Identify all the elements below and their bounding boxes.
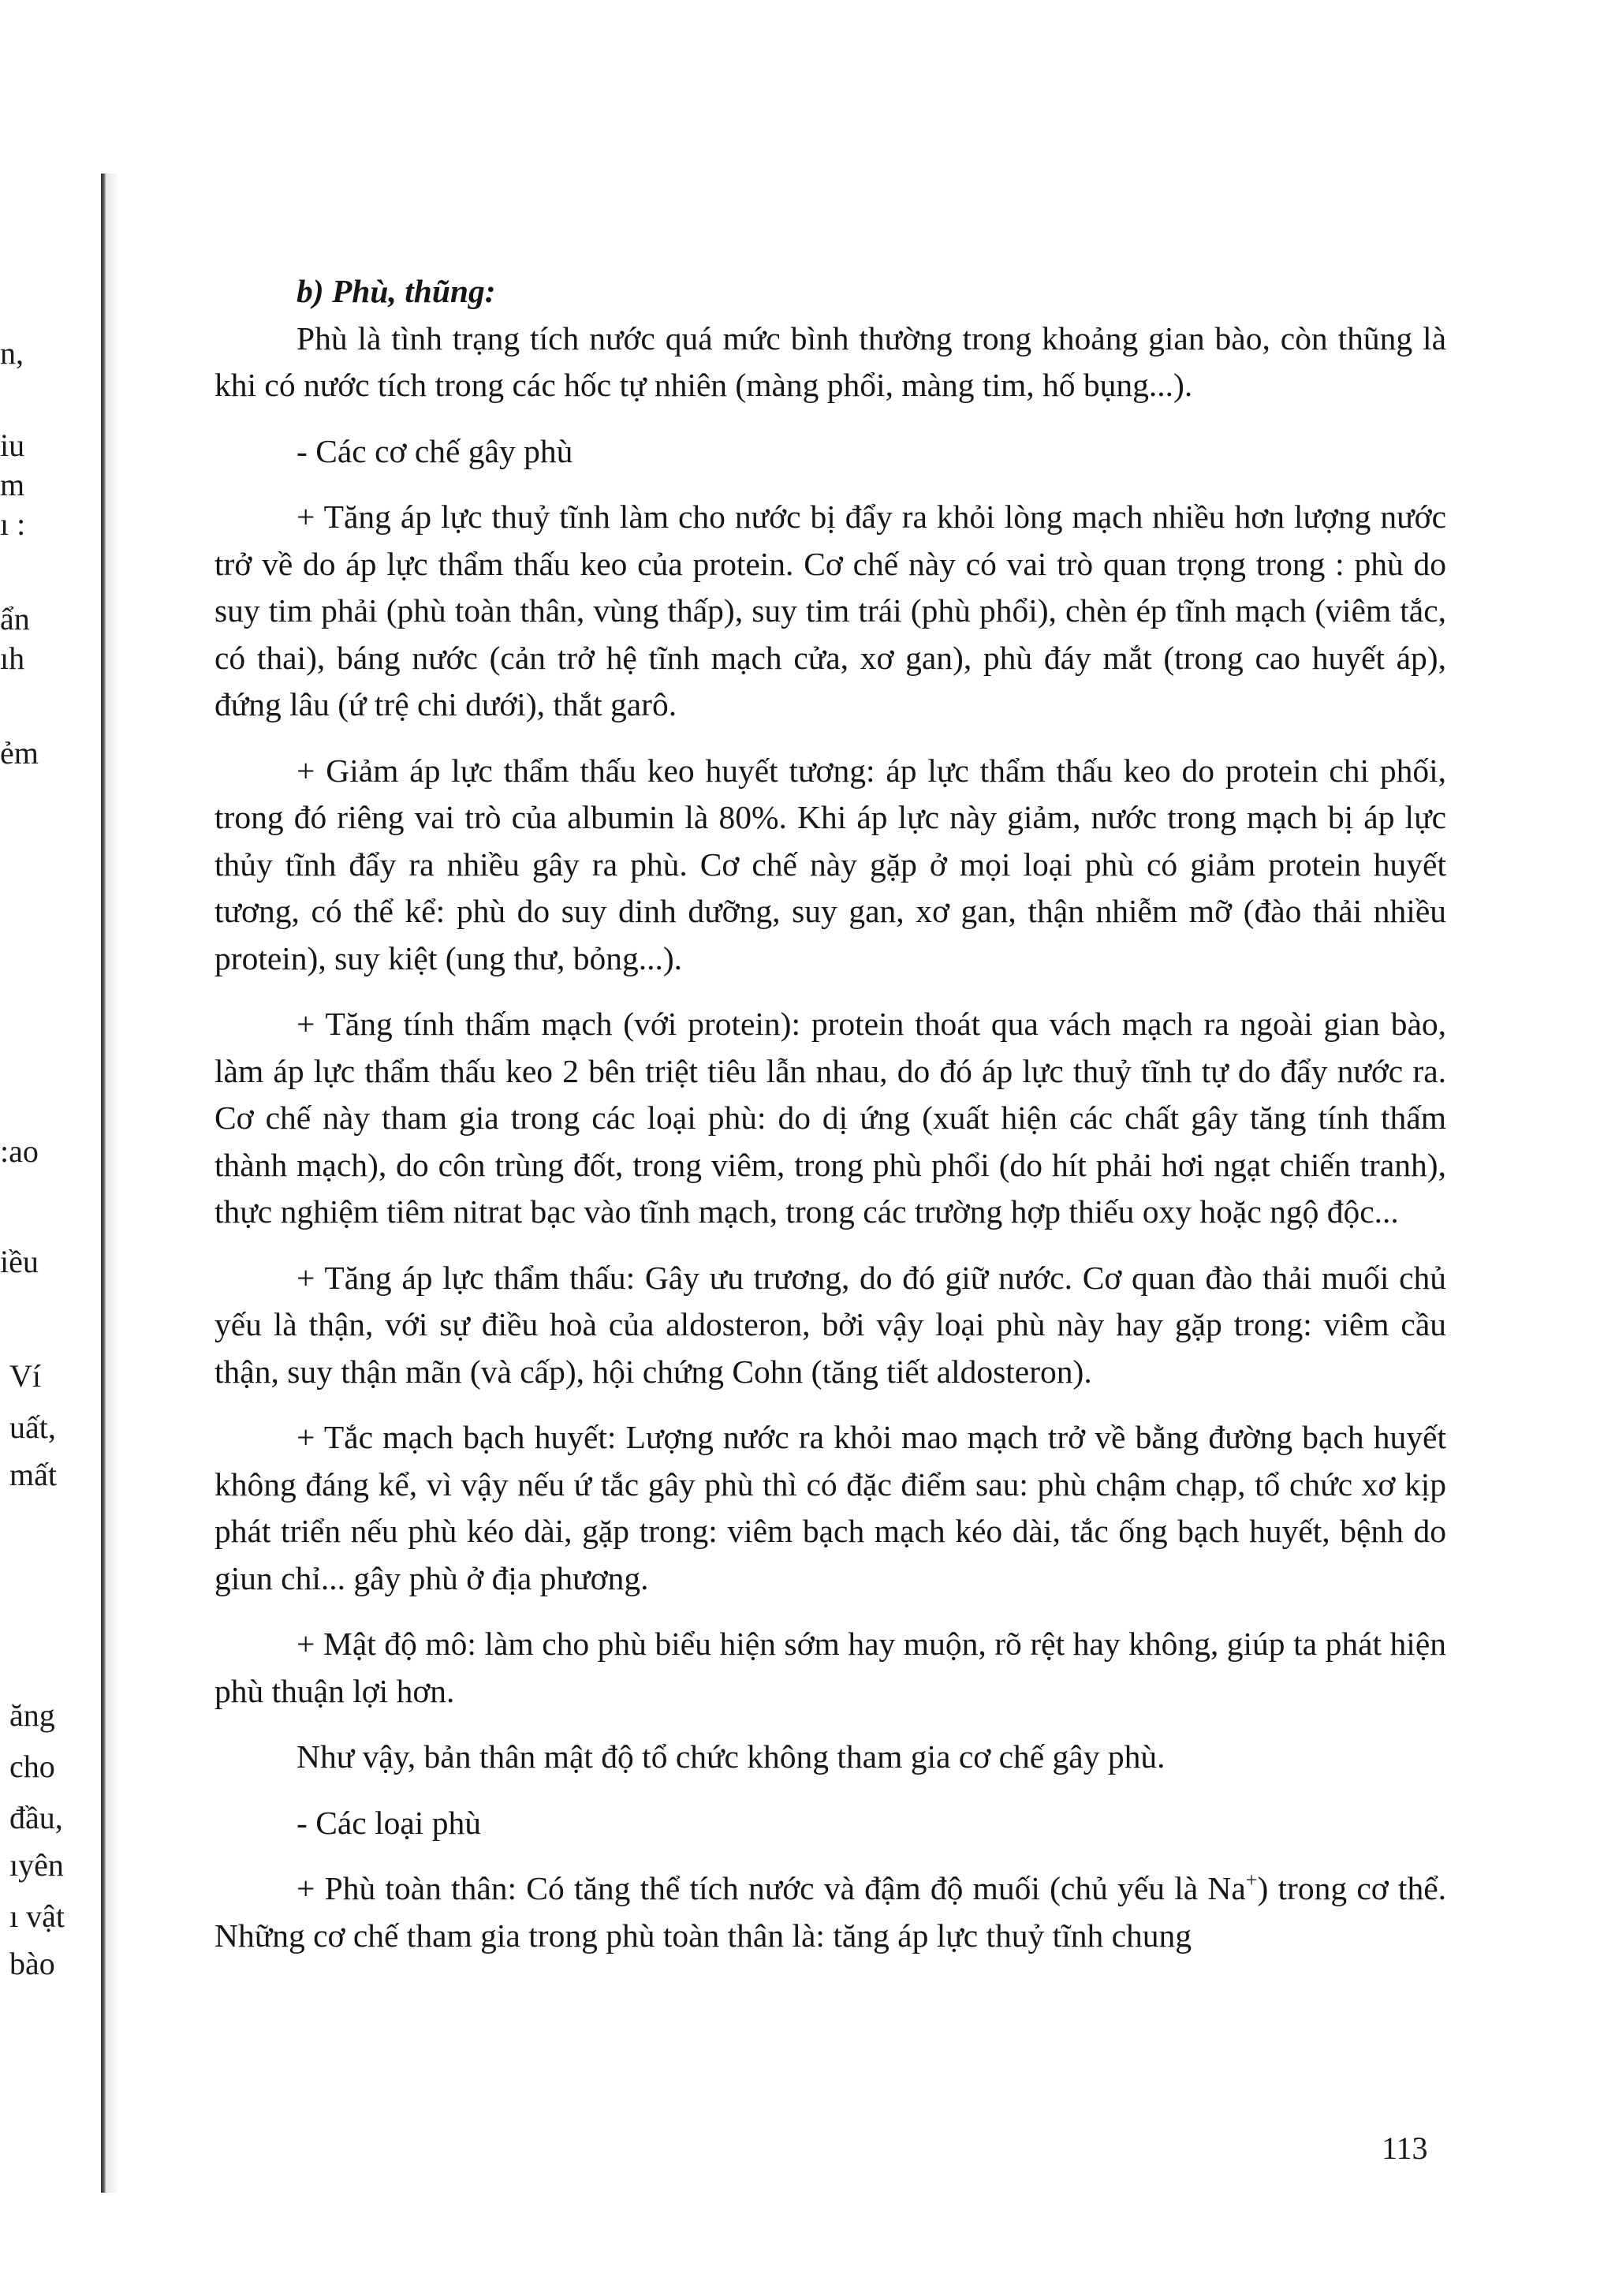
paragraph-oncotic-pressure: + Giảm áp lực thẩm thấu keo huyết tương: áp lực thẩm thấu keo do protein chi phối, trong đó riêng vai trò của albumin là 80%. Khi áp lực này giảm, nước trong mạch bị áp lực thủy tĩnh đẩy ra nhiều gây ra phù. Cơ chế này gặp ở mọi loại phù có giảm protein huyết tương, có thể kể: phù do suy dinh dưỡng, suy gan, xơ gan, thận nhiễm mỡ (đào thải nhiều protein), suy kiệt (ung thư, bỏng...). xyxy=(214,752,1446,976)
fragment-line: uất, xyxy=(9,1409,56,1445)
fragment-line: ẩn xyxy=(0,601,30,637)
paragraph-mechanisms-title: - Các cơ chế gây phù xyxy=(297,432,573,469)
paragraph-generalized-edema xyxy=(214,1865,1446,1959)
fragment-line: :ao xyxy=(0,1133,39,1169)
paragraph-vascular-permeability: + Tăng tính thấm mạch (với protein): protein thoát qua vách mạch ra ngoài gian bào, làm áp lực thẩm thấu keo 2 bên triệt tiêu lẫn nhau, do đó áp lực thuỷ tĩnh tự do đẩy nước ra. Cơ chế này tham gia trong các loại phù: do dị ứng (xuất hiện các chất gây tăng tính thấm thành mạch), do côn trùng đốt, trong viêm, trong phù phổi (do hít phải hơi ngạt chiến tranh), thực nghiệm tiêm nitrat bạc vào tĩnh mạch, trong các trường hợp thiếu oxy hoặc ngộ độc... xyxy=(214,1006,1446,1230)
superscript: + xyxy=(1245,1869,1258,1891)
paragraph-tissue-density: + Mật độ mô: làm cho phù biểu hiện sớm hay muộn, rõ rệt hay không, giúp ta phát hiện phù thuận lợi hơn. xyxy=(214,1626,1446,1709)
fragment-line: ı : xyxy=(0,506,26,542)
section-heading: b) Phù, thũng: xyxy=(297,273,496,309)
fragment-line: iều xyxy=(0,1244,39,1279)
binding-edge xyxy=(101,174,106,2193)
fragment-line: bào xyxy=(9,1946,55,1981)
fragment-line: cho xyxy=(9,1749,55,1784)
text-run: + Phù toàn thân: Có tăng thể tích nước và đậm độ muối (chủ yếu là Na xyxy=(297,1870,1246,1906)
paragraph-conclusion: Như vậy, bản thân mật độ tổ chức không tham gia cơ chế gây phù. xyxy=(297,1738,1166,1775)
fragment-line: ẻm xyxy=(0,735,39,771)
paragraph-lymphatic-obstruction: + Tắc mạch bạch huyết: Lượng nước ra khỏi mao mạch trở về bằng đường bạch huyết không đáng kể, vì vậy nếu ứ tắc gây phù thì có đặc điểm sau: phù chậm chạp, tổ chức xơ kịp phát triển nếu phù kéo dài, gặp trong: viêm bạch mạch kéo dài, tắc ống bạch huyết, bệnh do giun chỉ... gây phù ở địa phương. xyxy=(214,1419,1446,1596)
fragment-line: ıyên xyxy=(9,1847,64,1883)
paragraph-types-title: - Các loại phù xyxy=(297,1804,481,1841)
fragment-line: m xyxy=(0,467,25,502)
fragment-line: ı vật xyxy=(9,1898,65,1934)
fragment-line: iu xyxy=(0,427,25,463)
fragment-line: n, xyxy=(0,335,24,371)
text-run: ) trong cơ thể. Những cơ chế tham gia trong phù toàn thân là: tăng áp lực thuỷ tĩnh chung xyxy=(214,1870,1446,1954)
fragment-line: ăng xyxy=(9,1697,55,1733)
page-body xyxy=(214,268,1446,1959)
paragraph-hydrostatic-pressure: + Tăng áp lực thuỷ tĩnh làm cho nước bị đẩy ra khỏi lòng mạch nhiều hơn lượng nước trở về do áp lực thẩm thấu keo của protein. Cơ chế này có vai trò quan trọng trong : phù do suy tim phải (phù toàn thân, vùng thấp), suy tim trái (phù phổi), chèn ép tĩnh mạch (viêm tắc, có thai), báng nước (cản trở hệ tĩnh mạch cửa, xơ gan), phù đáy mắt (trong cao huyết áp), đứng lâu (ứ trệ chi dưới), thắt garô. xyxy=(214,498,1446,722)
paragraph-osmotic-pressure: + Tăng áp lực thẩm thấu: Gây ưu trương, do đó giữ nước. Cơ quan đào thải muối chủ yếu là thận, với sự điều hoà của aldosteron, bởi vậy loại phù này hay gặp trong: viêm cầu thận, suy thận mãn (và cấp), hội chứng Cohn (tăng tiết aldosteron). xyxy=(214,1259,1446,1390)
binding-shadow xyxy=(106,174,120,2193)
page-number: 113 xyxy=(1382,2130,1428,2166)
fragment-line: ıh xyxy=(0,640,25,676)
fragment-line: mất xyxy=(9,1457,57,1492)
fragment-line: đầu, xyxy=(9,1800,63,1835)
paragraph-definition: Phù là tình trạng tích nước quá mức bình thường trong khoảng gian bào, còn thũng là khi có nước tích trong các hốc tự nhiên (màng phổi, màng tim, hố bụng...). xyxy=(214,319,1446,403)
fragment-line: Ví xyxy=(9,1358,41,1394)
